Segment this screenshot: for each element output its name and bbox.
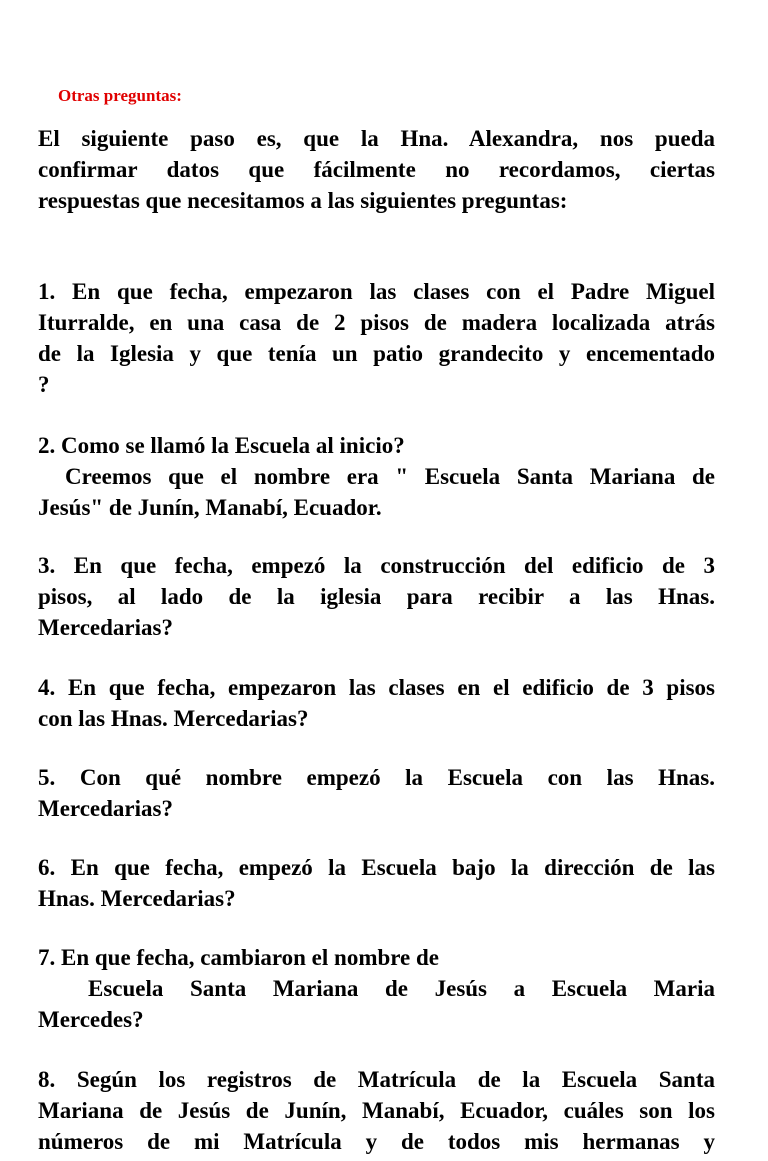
question-7 <box>38 942 715 1035</box>
question-line: 1. En que fecha, empezaron las clases con el Padre Miguel <box>38 279 715 304</box>
question-line: Escuela Santa Mariana de Jesús a Escuela Maria <box>88 976 715 1001</box>
question-line: Mariana de Jesús de Junín, Manabí, Ecuador, cuáles son los <box>38 1098 715 1123</box>
intro-line: confirmar datos que fácilmente no recordamos, ciertas <box>38 157 715 182</box>
answer-line: Jesús" de Junín, Manabí, Ecuador. <box>38 495 382 520</box>
question-line: 8. Según los registros de Matrícula de la Escuela Santa <box>38 1067 715 1092</box>
answer-line: Creemos que el nombre era " Escuela Santa Mariana de <box>65 464 715 489</box>
question-line: Iturralde, en una casa de 2 pisos de madera localizada atrás <box>38 310 715 335</box>
intro-line: El siguiente paso es, que la Hna. Alexandra, nos pueda <box>38 126 715 151</box>
question-line: 3. En que fecha, empezó la construcción del edificio de 3 <box>38 553 715 578</box>
question-5 <box>38 762 715 824</box>
question-line: Mercedarias? <box>38 615 173 640</box>
section-heading: Otras preguntas: <box>58 86 182 105</box>
question-line: 2. Como se llamó la Escuela al inicio? <box>38 433 405 458</box>
intro-line: respuestas que necesitamos a las siguientes preguntas: <box>38 188 568 213</box>
question-line: pisos, al lado de la iglesia para recibir a las Hnas. <box>38 584 715 609</box>
question-8 <box>38 1064 715 1157</box>
question-line: números de mi Matrícula y de todos mis hermanas y <box>38 1129 715 1154</box>
question-line: 7. En que fecha, cambiaron el nombre de <box>38 945 440 970</box>
question-line: ? <box>38 372 50 397</box>
question-line: 6. En que fecha, empezó la Escuela bajo la dirección de las <box>38 855 715 880</box>
question-line: Mercedarias? <box>38 796 173 821</box>
question-line: con las Hnas. Mercedarias? <box>38 706 309 731</box>
question-6 <box>38 852 715 914</box>
question-line: Hnas. Mercedarias? <box>38 886 236 911</box>
question-line: 5. Con qué nombre empezó la Escuela con las Hnas. <box>38 765 715 790</box>
question-line: 4. En que fecha, empezaron las clases en el edificio de 3 pisos <box>38 675 715 700</box>
question-2 <box>38 430 715 523</box>
question-4 <box>38 672 715 734</box>
intro-paragraph <box>38 123 715 216</box>
question-line: de la Iglesia y que tenía un patio grandecito y encementado <box>38 341 715 366</box>
question-line: Mercedes? <box>38 1007 144 1032</box>
question-3 <box>38 550 715 643</box>
question-1 <box>38 276 715 400</box>
